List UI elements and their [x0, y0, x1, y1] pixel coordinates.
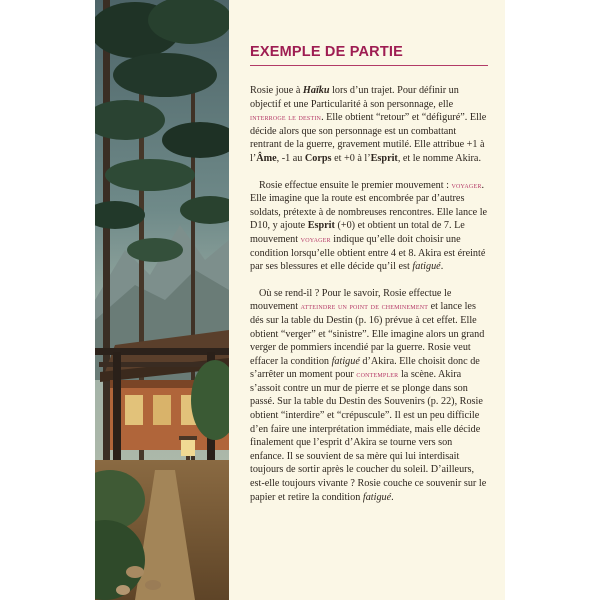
condition-term: fatigué [331, 355, 360, 367]
move-keyword: atteindre un point de cheminement [300, 301, 429, 312]
stat-term: Esprit [370, 152, 398, 164]
text-run: Rosie joue à [250, 85, 303, 96]
text-run: indique qu’elle doit choisir une condition lorsqu’elle obtient entre 4 et 8. Akira est éreinté par ses blessures et elle décide qu’il est [250, 233, 486, 273]
move-keyword: voyager [300, 233, 331, 244]
book-page [95, 0, 505, 600]
move-keyword: voyager [451, 179, 482, 190]
condition-term: fatigué [362, 491, 392, 503]
text-run: , et le nomme Akira. [397, 152, 481, 164]
game-title: Haïku [302, 85, 330, 96]
text-run: d’Akira. Elle choisit donc de s’arrêter un moment pour [250, 355, 480, 381]
paragraph [250, 287, 488, 505]
text-run: , -1 au [276, 152, 305, 164]
paragraph [250, 84, 488, 166]
text-column [250, 44, 488, 517]
illustration-temple-forest [95, 0, 229, 600]
section-heading: EXEMPLE DE PARTIE [250, 44, 488, 66]
text-run: Rosie effectue ensuite le premier mouvement : [259, 179, 452, 191]
text-run: et +0 à l’ [331, 152, 371, 164]
text-run: la scène. Akira s’assoit contre un mur de pierre et se plonge dans son passé. Sur la table du Destin des Souvenirs (p. 22), Rosie obtient “interdire” et “crépuscule”. Il est un peu difficile d’en faire une interprétation immédiate, mais elle décide finalement que l’esprit d’Akira se tourne vers son enfance. Il se souvient de sa mère qui lui interdisait toujours de sortir après le coucher du soleil. D’ailleurs, est-elle toujours vivante ? Rosie couche ce souvenir sur le papier et retire la condition [250, 369, 487, 503]
text-run: et lance les dés sur la table du Destin (p. 16) prévue à cet effet. Elle obtient “verger” et “sinistre”. Elle imagine alors un grand verger de pommiers incendié par la guerre. Rosie veut effacer la condition [250, 301, 485, 367]
body-text [250, 84, 488, 504]
text-run: . Elle imagine que la route est encombrée par d’autres soldats, prétexte à de nombreuses rencontres. Elle lance le D10, y ajoute [250, 179, 488, 232]
text-run: . [440, 261, 444, 273]
condition-term: fatigué [412, 261, 441, 273]
woodblock-print-image [95, 0, 229, 600]
paragraph [250, 179, 488, 274]
stat-term: Esprit [307, 220, 335, 232]
text-run: Où se rend-il ? Pour le savoir, Rosie effectue le mouvement [250, 287, 452, 313]
stat-term: Corps [304, 152, 332, 164]
text-run: lors d’un trajet. Pour définir un objectif et une Particularité à son personnage, elle [250, 85, 459, 110]
move-keyword: contempler [356, 369, 399, 380]
text-run: . [391, 491, 394, 503]
stat-term: Âme [256, 152, 277, 164]
move-keyword: interroge le destin [250, 112, 322, 123]
text-run: . Elle obtient “retour” et “défiguré”. Elle décide alors que son personnage est un combattant rentrant de la guerre, gravement mutilé. Elle attribue +1 à l’ [250, 112, 487, 164]
text-run: (+0) et obtient un total de 7. Le mouvement [250, 220, 465, 245]
